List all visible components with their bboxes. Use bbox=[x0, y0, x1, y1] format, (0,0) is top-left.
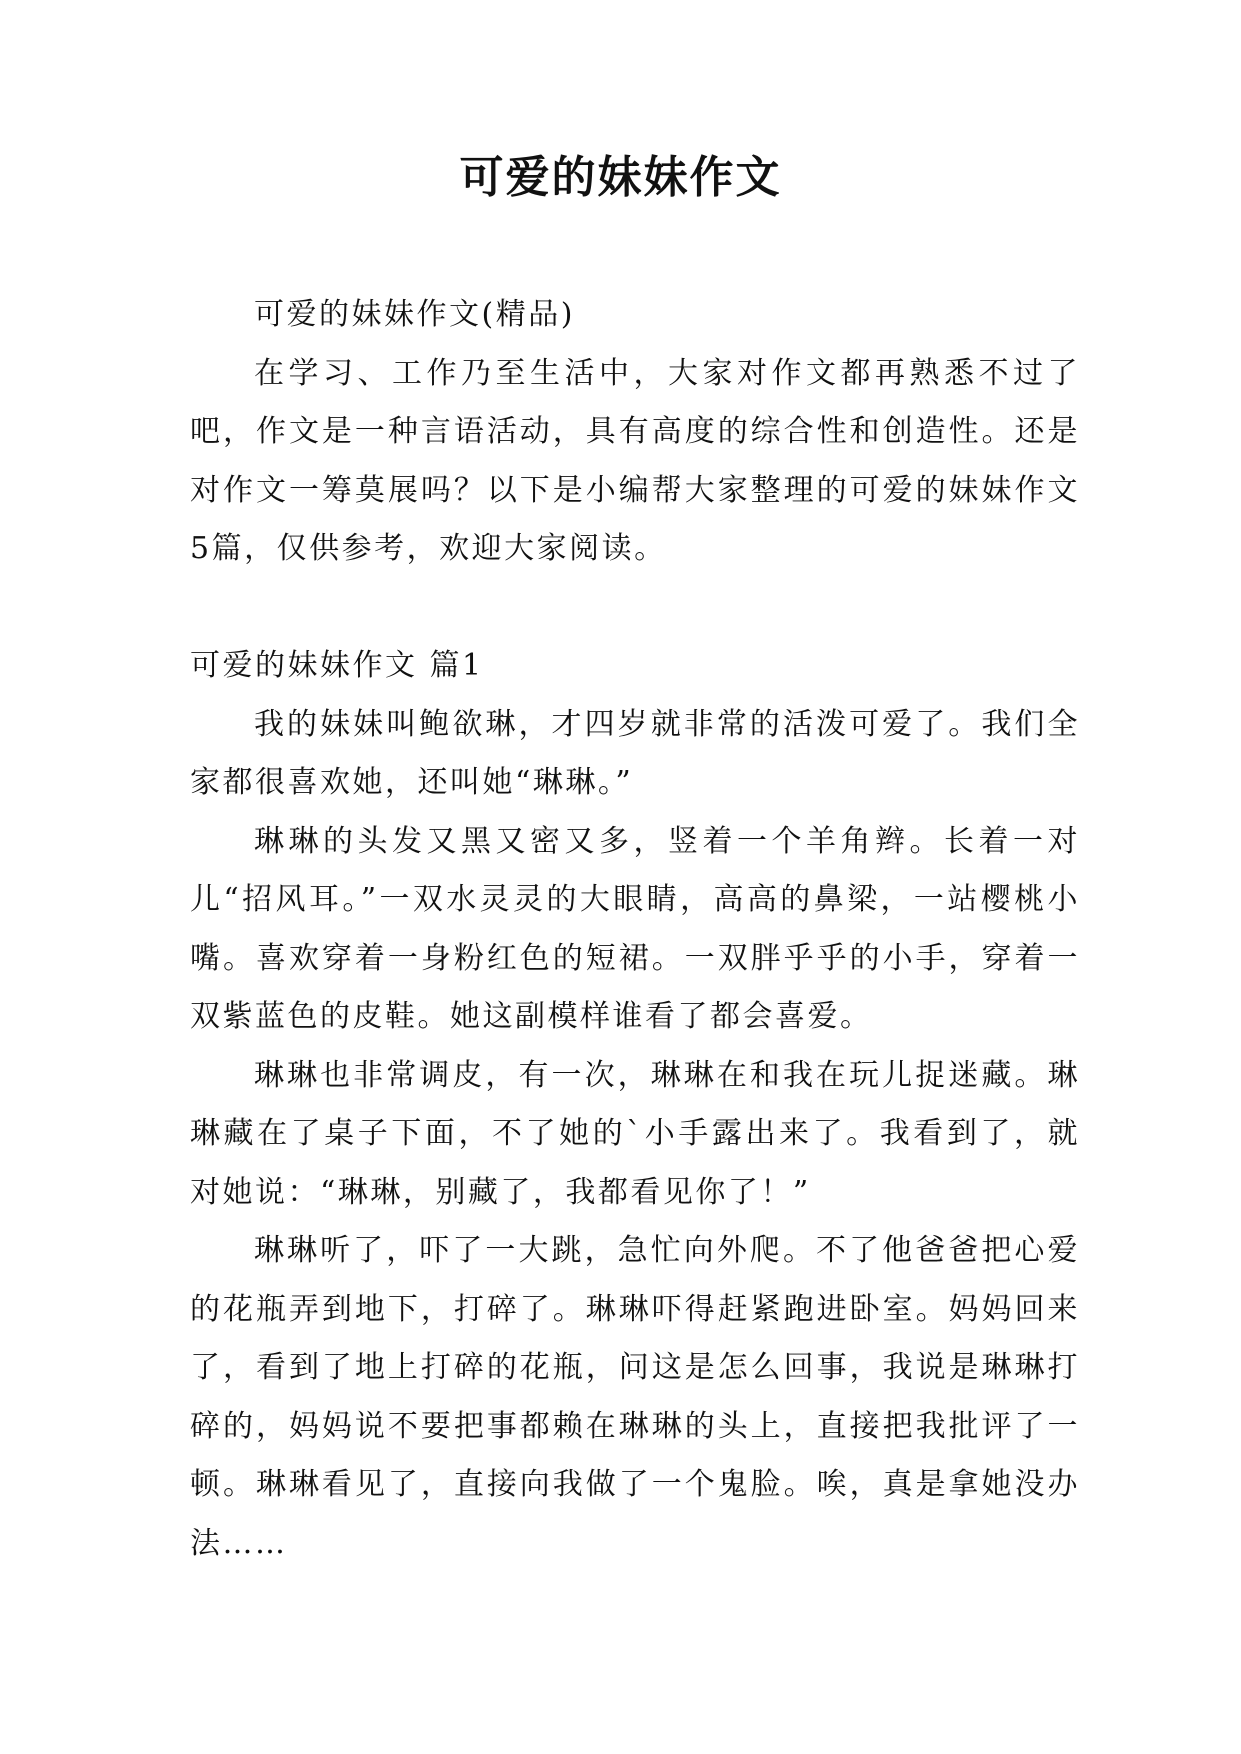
section-spacer bbox=[190, 579, 1080, 638]
body-paragraph: 琳琳也非常调皮，有一次，琳琳在和我在玩儿捉迷藏。琳琳藏在了桌子下面，不了她的`小手露出来了。我看到了，就对她说：“琳琳，别藏了，我都看见你了！” bbox=[190, 1057, 1080, 1210]
document-subtitle: 可爱的妹妹作文(精品) bbox=[254, 297, 575, 332]
document-title: 可爱的妹妹作文 bbox=[459, 152, 782, 203]
body-paragraph: 琳琳的头发又黑又密又多，竖着一个羊角辫。长着一对儿“招风耳。”一双水灵灵的大眼睛，高高的鼻梁，一站樱桃小嘴。喜欢穿着一身粉红色的短裙。一双胖乎乎的小手，穿着一双紫蓝色的皮鞋。她这副模样谁看了都会喜爱。 bbox=[190, 823, 1080, 1034]
body-paragraph: 我的妹妹叫鲍欲琳，才四岁就非常的活泼可爱了。我们全家都很喜欢她，还叫她“琳琳。” bbox=[190, 706, 1080, 800]
body-paragraph: 琳琳听了，吓了一大跳，急忙向外爬。不了他爸爸把心爱的花瓶弄到地下，打碎了。琳琳吓得赶紧跑进卧室。妈妈回来了，看到了地上打碎的花瓶，问这是怎么回事，我说是琳琳打碎的，妈妈说不要把事都赖在琳琳的头上，直接把我批评了一顿。琳琳看见了，直接向我做了一个鬼脸。唉，真是拿她没办法…… bbox=[190, 1233, 1080, 1561]
intro-paragraph: 在学习、工作乃至生活中，大家对作文都再熟悉不过了吧，作文是一种言语活动，具有高度的综合性和创造性。还是对作文一筹莫展吗？以下是小编帮大家整理的可爱的妹妹作文5篇，仅供参考，欢迎大家阅读。 bbox=[190, 355, 1080, 566]
section-heading: 可爱的妹妹作文 篇1 bbox=[190, 648, 484, 683]
document-body bbox=[190, 286, 1080, 1573]
